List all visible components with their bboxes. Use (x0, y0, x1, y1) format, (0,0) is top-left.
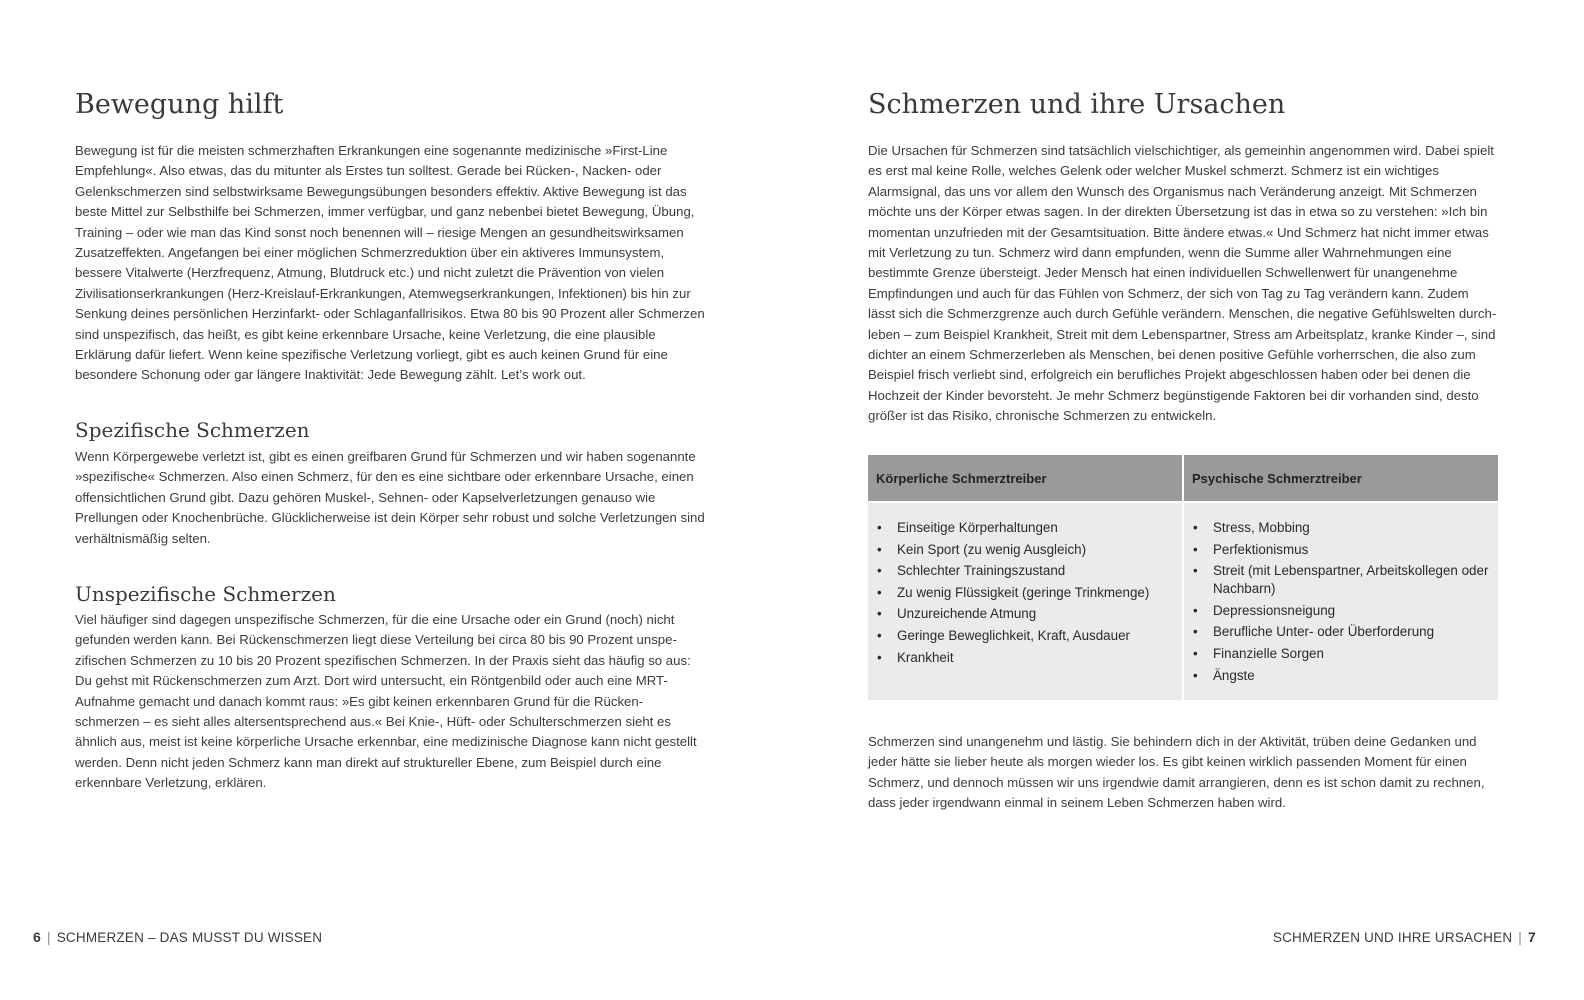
footer-separator: | (47, 930, 51, 945)
table-row (868, 502, 1498, 700)
list-item: • Berufliche Unter- oder Überforderung (1192, 623, 1490, 641)
list-item: • Krankheit (876, 649, 1174, 667)
list-item: • Einseitige Körperhaltungen (876, 519, 1174, 537)
list-item: • Streit (mit Lebenspartner, Arbeitskollegen oder Nachbarn) (1192, 562, 1490, 598)
list-item: • Unzureichende Atmung (876, 605, 1174, 623)
page-title: Bewegung hilft (75, 89, 284, 120)
right-footer (1273, 929, 1536, 945)
page-number: 7 (1528, 929, 1536, 945)
footer-separator: | (1518, 930, 1522, 945)
intro-paragraph: Bewegung ist für die meisten schmerzhaften Erkrankungen eine sogenannte medizinische »First-Line Empfehlung«. Also etwas, das du mitunter als Erstes tun solltest. Gerade bei Rücken-, Nacken- oder Gelenkschmerzen sind selbstwirksame Bewegungsübungen besonders effektiv. Aktive Bewegung ist das beste Mittel zur Selbsthilfe bei Schmerzen, immer verfügbar, und ganz nebenbei bietet Bewegung, Übung, Training – oder wie man das Kind sonst noch benennen will – riesige Mengen an gesundheitswirksamen Zusatzeffekten. Angefangen bei einer möglichen Schmerzreduktion über ein aktiveres Immunsystem, bessere Vitalwerte (Herzfrequenz, Atmung, Blutdruck etc.) und nicht zuletzt die Prävention von vielen Zivilisationserkrankungen (Herz-Kreislauf-Erkrankungen, Atemwegserkrankungen, Infektionen) bis hin zur Senkung deines persönlichen Herzinfarkt- oder Schlaganfallrisikos. Etwa 80 bis 90 Prozent aller Schmerzen sind unspezifisch, das heißt, es gibt keine erkennbare Ursache, keine Verletzung, die eine plausible Erklärung dafür liefert. Wenn keine spezifische Verletzung vorliegt, gibt es auch keinen Grund für eine besondere Schonung oder gar längere Inaktivität: Jede Bewegung zählt. Let’s work out. (75, 143, 705, 383)
list-item: • Stress, Mobbing (1192, 519, 1490, 537)
list-item: • Ängste (1192, 667, 1490, 685)
running-title: SCHMERZEN – DAS MUSST DU WISSEN (56, 930, 323, 945)
list-item: • Kein Sport (zu wenig Ausgleich) (876, 541, 1174, 559)
section-heading-specific: Spezifische Schmerzen (75, 418, 310, 442)
page-title: Schmerzen und ihre Ursachen (868, 89, 1286, 120)
list-item: • Schlechter Trainingszustand (876, 562, 1174, 580)
physical-drivers-cell (868, 502, 1183, 700)
psychological-drivers-list (1192, 519, 1490, 685)
table-header-row (868, 455, 1498, 502)
page-number: 6 (33, 929, 41, 945)
list-item: • Zu wenig Flüssigkeit (geringe Trinkmenge) (876, 584, 1174, 602)
table-header-psychological: Psychische Schmerztreiber (1183, 455, 1498, 502)
unspecific-pain-paragraph: Viel häufiger sind dagegen unspezifische Schmerzen, für die eine Ursache oder ein Grund (noch) nicht gefunden werden kann. Bei Rückenschmerzen liegt diese Verteilung bei circa 80 bis 90 Prozent unspe-zifischen Schmerzen zu 10 bis 20 Prozent spezifischen Schmerzen. In der Praxis sieht das häufig so aus: Du gehst mit Rückenschmerzen zum Arzt. Dort wird untersucht, ein Röntgenbild oder auch eine MRT-Aufnahme gemacht und danach kommt raus: »Es gibt keinen erkennbaren Grund für die Rücken-schmerzen – es sieht alles altersentsprechend aus.« Bei Knie-, Hüft- oder Schulterschmerzen sieht es ähnlich aus, meist ist keine körperliche Ursache erkennbar, eine medizinische Diagnose kann nicht gestellt werden. Denn nicht jeden Schmerz kann man direkt auf struktureller Ebene, zum Beispiel durch eine erkennbare Verletzung, erklären. (75, 612, 697, 791)
table-header-physical: Körperliche Schmerztreiber (868, 455, 1183, 502)
closing-paragraph: Schmerzen sind unangenehm und lästig. Sie behindern dich in der Aktivität, trüben deine Gedanken und jeder hätte sie lieber heute als morgen wieder los. Es gibt keinen wirklich passenden Moment für einen Schmerz, und dennoch müssen wir uns irgendwie damit arrangieren, denn es ist schon damit zu rechnen, dass jeder irgendwann einmal in seinem Leben Schmerzen haben wird. (868, 734, 1485, 811)
physical-drivers-list (876, 519, 1174, 667)
list-item: • Depressionsneigung (1192, 602, 1490, 620)
psychological-drivers-cell (1183, 502, 1498, 700)
intro-paragraph: Die Ursachen für Schmerzen sind tatsächlich vielschichtiger, als gemeinhin angenommen wird. Dabei spielt es erst mal keine Rolle, welches Gelenk oder welcher Muskel schmerzt. Schmerz ist ein wichtiges Alarmsignal, das uns vor allem den Wunsch des Organismus nach Veränderung anzeigt. Mit Schmerzen möchte uns der Körper etwas sagen. In der direkten Übersetzung ist das in etwa so zu verstehen: »Ich bin momentan unzufrieden mit der Gesamtsituation. Bitte ändere etwas.« Und Schmerz hat nicht immer etwas mit Verletzung zu tun. Schmerz wird dann empfunden, wenn die Summe aller Wahrnehmungen eine bestimmte Grenze übersteigt. Jeder Mensch hat einen individuellen Schwellenwert für unangenehme Empfindungen und auch für das Fühlen von Schmerz, der sich von Tag zu Tag verändern kann. Zudem lässt sich die Schmerzgrenze auch durch Gefühle verändern. Menschen, die negative Gefühlswelten durch-leben – zum Beispiel Krankheit, Streit mit dem Lebenspartner, Stress am Arbeitsplatz, kranke Kinder –, sind dichter an einem Schmerzerleben als Menschen, bei denen positive Gefühle vorherrschen, die also zum Beispiel frisch verliebt sind, erfolgreich ein berufliches Projekt abgeschlossen haben oder bei denen die Hochzeit der Kinder bevorsteht. Je mehr Schmerz begünstigende Faktoren bei dir vorhanden sind, desto größer ist das Risiko, chronische Schmerzen zu entwickeln. (868, 143, 1497, 424)
section-heading-unspecific: Unspezifische Schmerzen (75, 582, 336, 606)
left-footer (33, 929, 322, 945)
specific-pain-paragraph: Wenn Körpergewebe verletzt ist, gibt es einen greifbaren Grund für Schmerzen und wir haben sogenannte »spezifische« Schmerzen. Also einen Schmerz, für den es eine sichtbare oder erkennbare Ursache, einen offensichtlichen Grund gibt. Dazu gehören Muskel-, Sehnen- oder Kapselverletzungen genauso wie Prellungen oder Knochenbrüche. Glücklicherweise ist dein Körper sehr robust und solche Verletzungen sind verhältnismäßig selten. (75, 449, 705, 546)
pain-drivers-table (868, 455, 1498, 700)
list-item: • Finanzielle Sorgen (1192, 645, 1490, 663)
list-item: • Perfektionismus (1192, 541, 1490, 559)
list-item: • Geringe Beweglichkeit, Kraft, Ausdauer (876, 627, 1174, 645)
running-title: SCHMERZEN UND IHRE URSACHEN (1272, 930, 1513, 945)
